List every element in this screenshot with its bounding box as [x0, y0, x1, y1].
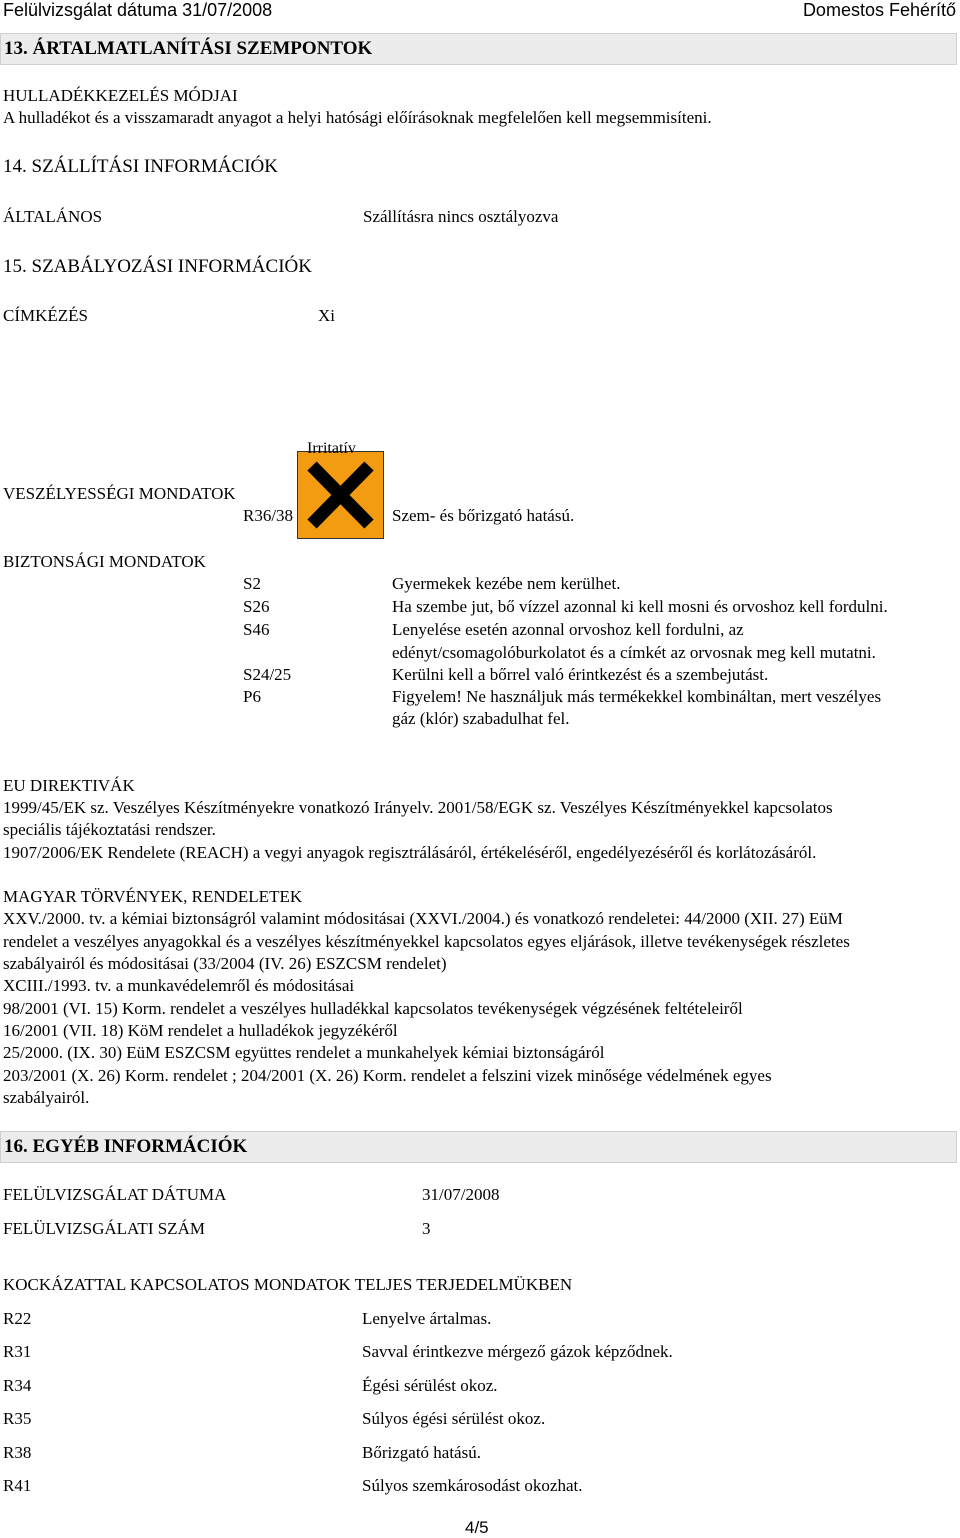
- safety-text: Gyermekek kezébe nem kerülhet.: [392, 574, 621, 593]
- section-15-title: 15. SZABÁLYOZÁSI INFORMÁCIÓK: [3, 256, 312, 277]
- law-line: 25/2000. (IX. 30) EüM ESZCSM együttes rendelet a munkahelyek kémiai biztonságáról: [3, 1043, 605, 1062]
- safety-text: Kerülni kell a bőrrel való érintkezést és a szembejutást.: [392, 665, 769, 684]
- law-line: szabályairól és módositásai (33/2004 (IV. 26) ESZCSM rendelet): [3, 954, 447, 973]
- cross-icon: [298, 452, 383, 538]
- eu-directive-line: 1907/2006/EK Rendelete (REACH) a vegyi anyagok regisztrálásáról, értékeléséről, engedélyezéséről és korlátozásáról.: [3, 843, 817, 862]
- law-line: XCIII./1993. tv. a munkavédelemről és módositásai: [3, 976, 355, 995]
- safety-code: S46: [243, 620, 270, 639]
- risk-phrases-label: VESZÉLYESSÉGI MONDATOK: [3, 484, 236, 503]
- phrase-code: R35: [3, 1409, 32, 1428]
- safety-text: Figyelem! Ne használjuk más termékekkel kombináltan, mert veszélyes: [392, 687, 882, 706]
- page-number: 4/5: [465, 1518, 489, 1537]
- phrase-text: Súlyos égési sérülést okoz.: [362, 1409, 546, 1428]
- hazard-symbol-caption: Irritatív: [307, 440, 356, 457]
- safety-phrases-label: BIZTONSÁGI MONDATOK: [3, 552, 206, 571]
- law-line: 203/2001 (X. 26) Korm. rendelet ; 204/2001 (X. 26) Korm. rendelet a felszini vizek minősége védelmének egyes: [3, 1066, 772, 1085]
- phrase-code: R38: [3, 1443, 32, 1462]
- law-line: szabályairól.: [3, 1088, 90, 1107]
- transport-general-label: ÁLTALÁNOS: [3, 207, 103, 226]
- hazard-symbol-xi: [297, 451, 384, 539]
- phrase-text: Lenyelve ártalmas.: [362, 1309, 492, 1328]
- eu-directives-heading: EU DIREKTIVÁK: [3, 776, 135, 795]
- safety-code: S26: [243, 597, 270, 616]
- phrase-code: R34: [3, 1376, 32, 1395]
- safety-code: P6: [243, 687, 261, 706]
- eu-directive-line: 1999/45/EK sz. Veszélyes Készítményekre vonatkozó Irányelv. 2001/58/EGK sz. Veszélyes Készítményekkel kapcsolatos: [3, 798, 833, 817]
- section-16-title: 16. EGYÉB INFORMÁCIÓK: [0, 1131, 957, 1163]
- page-header: [0, 0, 960, 24]
- safety-code: S2: [243, 574, 261, 593]
- phrase-code: R41: [3, 1476, 32, 1495]
- section-14-title: 14. SZÁLLÍTÁSI INFORMÁCIÓK: [3, 156, 278, 177]
- revision-date-header: Felülvizsgálat dátuma 31/07/2008: [3, 0, 273, 20]
- revision-number-value: 3: [422, 1219, 431, 1238]
- labelling-label: CÍMKÉZÉS: [3, 306, 88, 325]
- labelling-value: Xi: [318, 306, 335, 325]
- safety-text: Ha szembe jut, bő vízzel azonnal ki kell mosni és orvoshoz kell fordulni.: [392, 597, 888, 616]
- safety-text: gáz (klór) szabadulhat fel.: [392, 709, 570, 728]
- phrase-text: Savval érintkezve mérgező gázok képződnek.: [362, 1342, 673, 1361]
- revision-date-label: FELÜLVIZSGÁLAT DÁTUMA: [3, 1185, 227, 1204]
- safety-code: S24/25: [243, 665, 292, 684]
- phrase-text: Égési sérülést okoz.: [362, 1376, 498, 1395]
- safety-text: edényt/csomagolóburkolatot és a címkét az orvosnak meg kell mutatni.: [392, 643, 876, 662]
- waste-method-heading: HULLADÉKKEZELÉS MÓDJAI: [3, 86, 238, 105]
- phrase-text: Súlyos szemkárosodást okozhat.: [362, 1476, 583, 1495]
- safety-text: Lenyelése esetén azonnal orvoshoz kell fordulni, az: [392, 620, 744, 639]
- law-line: 16/2001 (VII. 18) KöM rendelet a hulladékok jegyzékéről: [3, 1021, 398, 1040]
- law-line: XXV./2000. tv. a kémiai biztonságról valamint módositásai (XXVI./2004.) és vonatkozó rendeletei: 44/2000 (XII. 27) EüM: [3, 909, 843, 928]
- transport-general-value: Szállításra nincs osztályozva: [363, 207, 559, 226]
- revision-date-value: 31/07/2008: [422, 1185, 500, 1204]
- risk-code: R36/38: [243, 506, 294, 525]
- hungarian-laws-heading: MAGYAR TÖRVÉNYEK, RENDELETEK: [3, 887, 303, 906]
- phrase-code: R22: [3, 1309, 32, 1328]
- section-13-title: 13. ÁRTALMATLANÍTÁSI SZEMPONTOK: [0, 33, 957, 65]
- phrase-code: R31: [3, 1342, 32, 1361]
- phrase-text: Bőrizgató hatású.: [362, 1443, 481, 1462]
- product-name-header: Domestos Fehérítő: [802, 0, 956, 20]
- revision-number-label: FELÜLVIZSGÁLATI SZÁM: [3, 1219, 205, 1238]
- risk-text: Szem- és bőrizgató hatású.: [392, 506, 575, 525]
- full-risk-phrases-heading: KOCKÁZATTAL KAPCSOLATOS MONDATOK TELJES TERJEDELMÜKBEN: [3, 1275, 573, 1294]
- waste-method-text: A hulladékot és a visszamaradt anyagot a helyi hatósági előírásoknak megfelelően kell megsemmisíteni.: [3, 108, 712, 127]
- law-line: rendelet a veszélyes anyagokkal és a veszélyes készítményekkel kapcsolatos egyes eljárások, illetve tevékenységek részletes: [3, 932, 850, 951]
- eu-directive-line: speciális tájékoztatási rendszer.: [3, 820, 216, 839]
- law-line: 98/2001 (VI. 15) Korm. rendelet a veszélyes hulladékkal kapcsolatos tevékenységek végzésének feltételeiről: [3, 999, 743, 1018]
